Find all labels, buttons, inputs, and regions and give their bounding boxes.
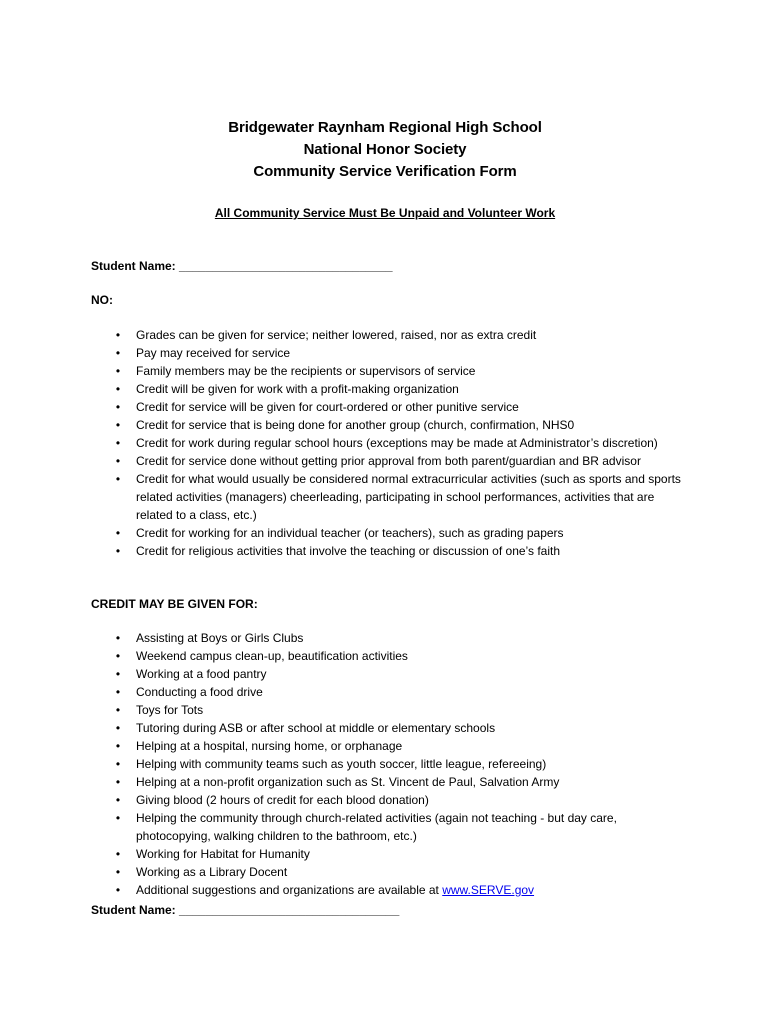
bullet-icon: • <box>115 739 121 753</box>
serve-gov-link[interactable]: www.SERVE.gov <box>442 883 535 897</box>
bullet-icon: • <box>115 346 121 360</box>
list-item: • Pay may received for service <box>91 344 691 362</box>
list-item: • Working for Habitat for Humanity <box>91 845 691 863</box>
list-item: • Conducting a food drive <box>91 683 691 701</box>
credit-list <box>91 629 691 899</box>
bullet-icon: • <box>115 811 121 825</box>
student-name-blank[interactable]: _________________________________ <box>179 903 400 917</box>
bullet-icon: • <box>115 667 121 681</box>
bullet-icon: • <box>115 685 121 699</box>
bullet-icon: • <box>115 703 121 717</box>
list-item: • Credit for working for an individual teacher (or teachers), such as grading papers <box>91 524 691 542</box>
bullet-icon: • <box>115 757 121 771</box>
list-item: • Helping the community through church-related activities (again not teaching - but day care, photocopying, walking children to the bathroom, etc.) <box>91 809 691 845</box>
list-item: • Weekend campus clean-up, beautification activities <box>91 647 691 665</box>
bullet-icon: • <box>115 865 121 879</box>
list-item: • Giving blood (2 hours of credit for each blood donation) <box>91 791 691 809</box>
form-title: Community Service Verification Form <box>253 163 517 180</box>
bullet-icon: • <box>115 328 121 342</box>
bullet-icon: • <box>115 775 121 789</box>
society-name: National Honor Society <box>303 141 467 158</box>
credit-heading: CREDIT MAY BE GIVEN FOR: <box>91 597 258 611</box>
list-item: • Toys for Tots <box>91 701 691 719</box>
bullet-icon: • <box>115 364 121 378</box>
bullet-icon: • <box>115 400 121 414</box>
bullet-icon: • <box>115 526 121 540</box>
list-item: • Grades can be given for service; neither lowered, raised, nor as extra credit <box>91 326 691 344</box>
student-name-line-top <box>91 258 393 274</box>
bullet-icon: • <box>115 793 121 807</box>
student-name-blank[interactable]: ________________________________ <box>179 259 393 273</box>
bullet-icon: • <box>115 418 121 432</box>
bullet-icon: • <box>115 454 121 468</box>
list-item: • Assisting at Boys or Girls Clubs <box>91 629 691 647</box>
list-item: • Helping at a hospital, nursing home, or orphanage <box>91 737 691 755</box>
list-item: • Additional suggestions and organizations are available at www.SERVE.gov <box>91 881 691 899</box>
bullet-icon: • <box>115 649 121 663</box>
bullet-icon: • <box>115 883 121 897</box>
list-item: • Working as a Library Docent <box>91 863 691 881</box>
student-name-label: Student Name: <box>91 903 176 917</box>
list-item: • Credit for religious activities that involve the teaching or discussion of one’s faith <box>91 542 691 560</box>
unpaid-notice: All Community Service Must Be Unpaid and Volunteer Work <box>214 206 556 220</box>
list-item: • Credit for service that is being done for another group (church, confirmation, NHS0 <box>91 416 691 434</box>
list-item: • Credit for service done without getting prior approval from both parent/guardian and BR advisor <box>91 452 691 470</box>
list-item: • Tutoring during ASB or after school at middle or elementary schools <box>91 719 691 737</box>
no-heading: NO: <box>91 293 113 307</box>
list-item: • Credit for what would usually be considered normal extracurricular activities (such as sports and sports related activities (managers) cheerleading, participating in school performances, activities that are related to a class, etc.) <box>91 470 691 524</box>
school-name: Bridgewater Raynham Regional High School <box>228 119 542 136</box>
list-item: • Credit will be given for work with a profit-making organization <box>91 380 691 398</box>
no-list <box>91 326 691 560</box>
bullet-icon: • <box>115 544 121 558</box>
student-name-line-bottom <box>91 902 399 918</box>
bullet-icon: • <box>115 436 121 450</box>
list-item: • Credit for service will be given for court-ordered or other punitive service <box>91 398 691 416</box>
bullet-icon: • <box>115 382 121 396</box>
bullet-icon: • <box>115 721 121 735</box>
bullet-icon: • <box>115 847 121 861</box>
title-block <box>0 117 770 183</box>
bullet-icon: • <box>115 472 121 486</box>
bullet-icon: • <box>115 631 121 645</box>
list-item: • Credit for work during regular school hours (exceptions may be made at Administrator’s discretion) <box>91 434 691 452</box>
list-item: • Working at a food pantry <box>91 665 691 683</box>
list-item: • Helping at a non-profit organization such as St. Vincent de Paul, Salvation Army <box>91 773 691 791</box>
list-item: • Family members may be the recipients or supervisors of service <box>91 362 691 380</box>
list-item: • Helping with community teams such as youth soccer, little league, refereeing) <box>91 755 691 773</box>
student-name-label: Student Name: <box>91 259 176 273</box>
